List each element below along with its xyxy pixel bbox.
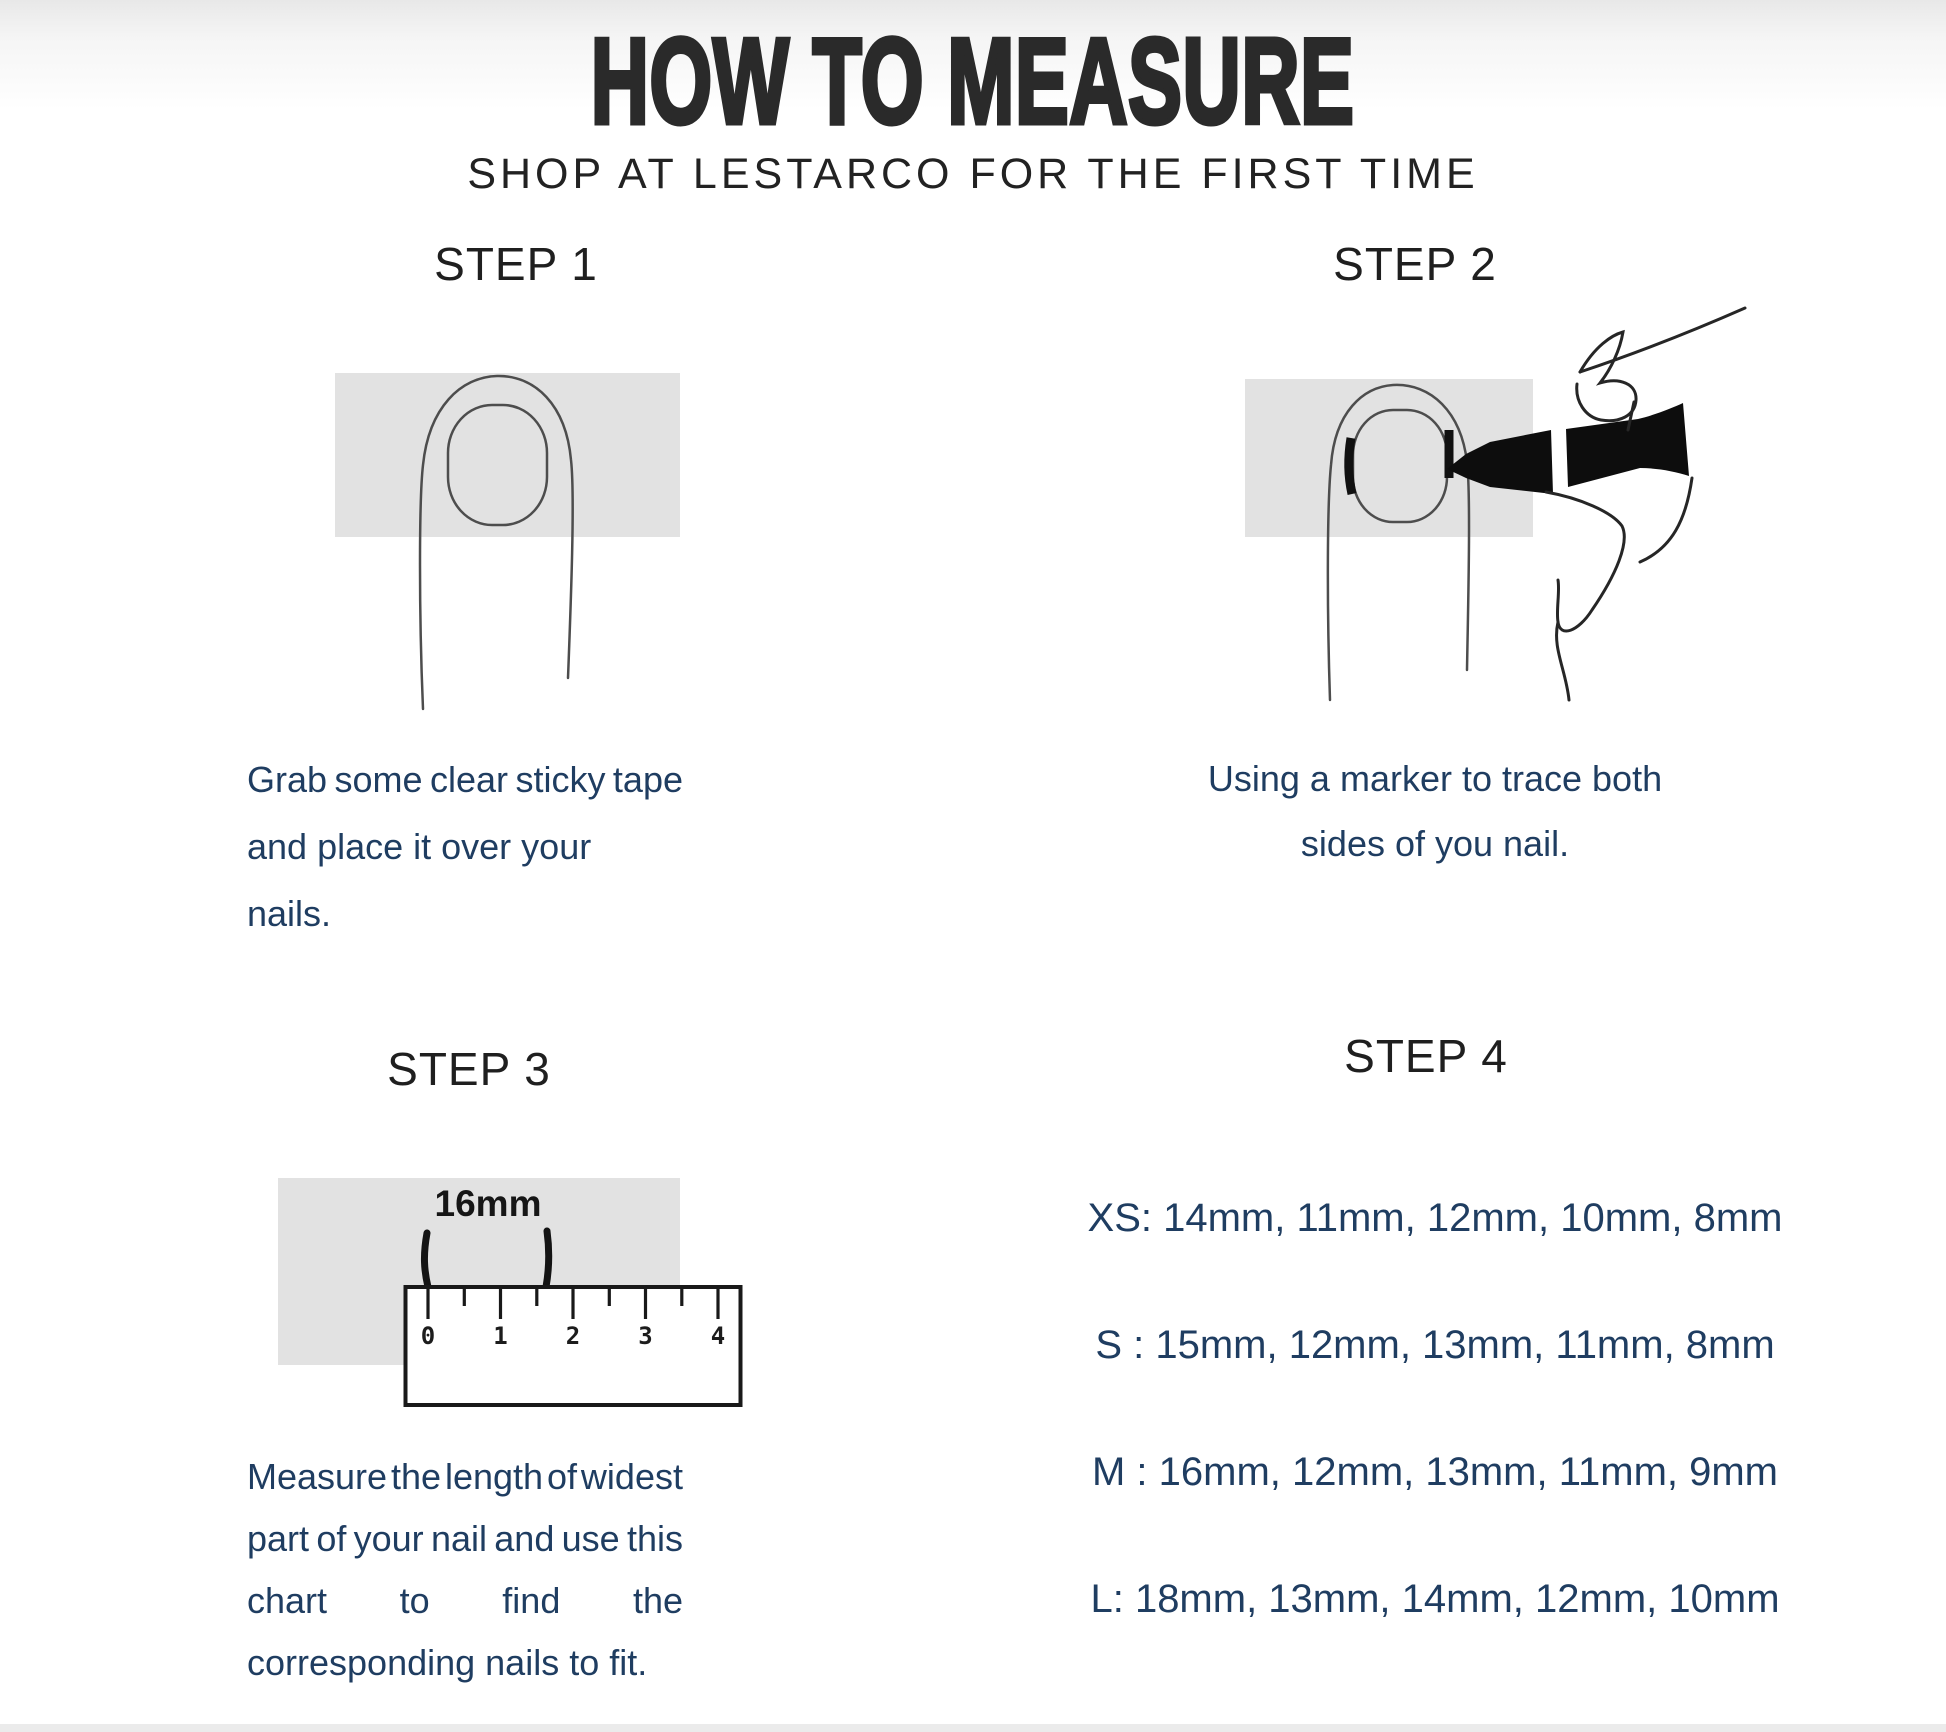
step-2-caption [1185,746,1685,876]
step-1-heading: STEP 1 [434,238,598,290]
step-3-caption [247,1446,683,1694]
ruler-tick-label: 2 [565,1322,581,1350]
step-2-heading: STEP 2 [1333,238,1497,290]
step-3-caption-line: Measure the length of widest [247,1456,683,1497]
step-3-caption-line: part of your nail and use this [247,1518,683,1559]
step-1-caption [247,746,683,947]
page-title [0,13,1946,149]
step-3-illustration [270,1170,790,1470]
page-subtitle: SHOP AT LESTARCO FOR THE FIRST TIME [467,150,1479,198]
step-1-caption-line: Grab some clear sticky tape [247,759,683,800]
step-3-caption-line: chart to find the [247,1580,683,1621]
size-row-s: S : 15mm, 12mm, 13mm, 11mm, 8mm [1095,1323,1775,1367]
ruler-tick-label: 4 [710,1322,726,1350]
size-row-xs: XS: 14mm, 11mm, 12mm, 10mm, 8mm [1087,1196,1783,1240]
trace-mark-right [546,1231,549,1287]
ruler-tick-label: 0 [420,1322,436,1350]
bottom-border [0,1724,1946,1732]
trace-mark-left [424,1233,428,1287]
step-3-caption-line: corresponding nails to fit. [247,1642,648,1683]
step-3-heading: STEP 3 [387,1043,551,1095]
measurement-label: 16mm [434,1183,542,1224]
nail-trace-left-mark [1349,438,1352,494]
size-row-m: M : 16mm, 12mm, 13mm, 11mm, 9mm [1091,1450,1778,1494]
hand-outline-icon [1546,308,1745,700]
step-4-heading: STEP 4 [1344,1030,1508,1082]
step-2-caption-line: sides of you nail. [1300,823,1570,864]
step-2-caption-line: Using a marker to trace both [1207,758,1663,799]
step-1-caption-line: and place it over your nails. [247,826,592,934]
tape-swatch [335,373,680,537]
ruler-tick-label: 1 [493,1322,508,1350]
step-4-size-list [1085,1155,1785,1663]
size-row-l: L: 18mm, 13mm, 14mm, 12mm, 10mm [1090,1577,1780,1621]
page-title-text: HOW TO MEASURE [591,13,1355,149]
step-1-illustration [320,360,740,720]
ruler-tick-label: 3 [638,1322,653,1350]
step-2-illustration [1240,280,1800,720]
